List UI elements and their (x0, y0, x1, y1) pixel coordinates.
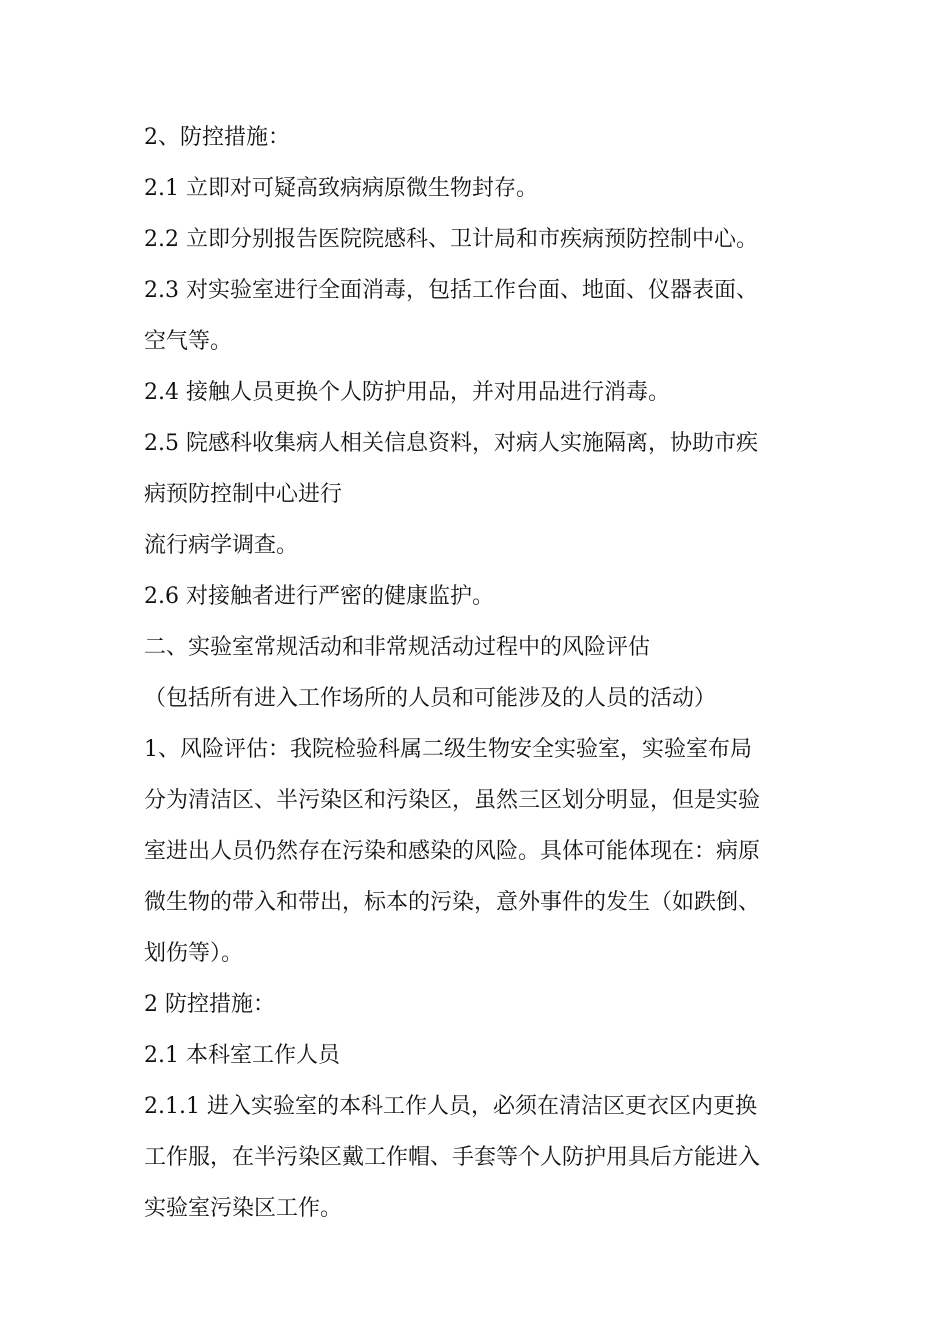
paragraph-2-1-1-continued-2: 实验室污染区工作。 (144, 1196, 343, 1221)
paragraph-2-1-1: 2.1.1 进入实验室的本科工作人员，必须在清洁区更衣区内更换 (144, 1094, 757, 1119)
heading-prevention-measures-2: 2 防控措施： (144, 992, 275, 1017)
paragraph-2-3-continued: 空气等。 (144, 329, 233, 354)
paragraph-risk-assessment-continued-2: 室进出人员仍然存在污染和感染的风险。具体可能体现在：病原 (144, 839, 761, 864)
paragraph-2-5-continued: 病预防控制中心进行 (144, 482, 343, 507)
paragraph-risk-assessment-continued: 分为清洁区、半污染区和污染区，虽然三区划分明显，但是实验 (144, 788, 761, 813)
paragraph-2-6: 2.6 对接触者进行严密的健康监护。 (144, 584, 494, 609)
section-heading-note: （包括所有进入工作场所的人员和可能涉及的人员的活动） (144, 686, 717, 711)
heading-prevention-measures: 2、防控措施： (144, 125, 290, 150)
paragraph-2-4: 2.4 接触人员更换个人防护用品，并对用品进行消毒。 (144, 380, 670, 405)
paragraph-risk-assessment: 1、风险评估：我院检验科属二级生物安全实验室，实验室布局 (144, 737, 752, 762)
section-heading-risk-assessment: 二、实验室常规活动和非常规活动过程中的风险评估 (144, 635, 651, 660)
paragraph-2-5: 2.5 院感科收集病人相关信息资料，对病人实施隔离，协助市疾 (144, 431, 758, 456)
paragraph-risk-assessment-continued-4: 划伤等）。 (144, 941, 244, 966)
document-body (144, 112, 814, 1234)
paragraph-2-1: 2.1 立即对可疑高致病病原微生物封存。 (144, 176, 538, 201)
paragraph-2-3: 2.3 对实验室进行全面消毒，包括工作台面、地面、仪器表面、 (144, 278, 758, 303)
paragraph-risk-assessment-continued-3: 微生物的带入和带出，标本的污染，意外事件的发生（如跌倒、 (144, 890, 761, 915)
paragraph-2-2: 2.2 立即分别报告医院院感科、卫计局和市疾病预防控制中心。 (144, 227, 758, 252)
subheading-2-1-staff: 2.1 本科室工作人员 (144, 1043, 340, 1068)
paragraph-2-1-1-continued: 工作服，在半污染区戴工作帽、手套等个人防护用具后方能进入 (144, 1145, 761, 1170)
paragraph-2-5-continued-2: 流行病学调查。 (144, 533, 299, 558)
